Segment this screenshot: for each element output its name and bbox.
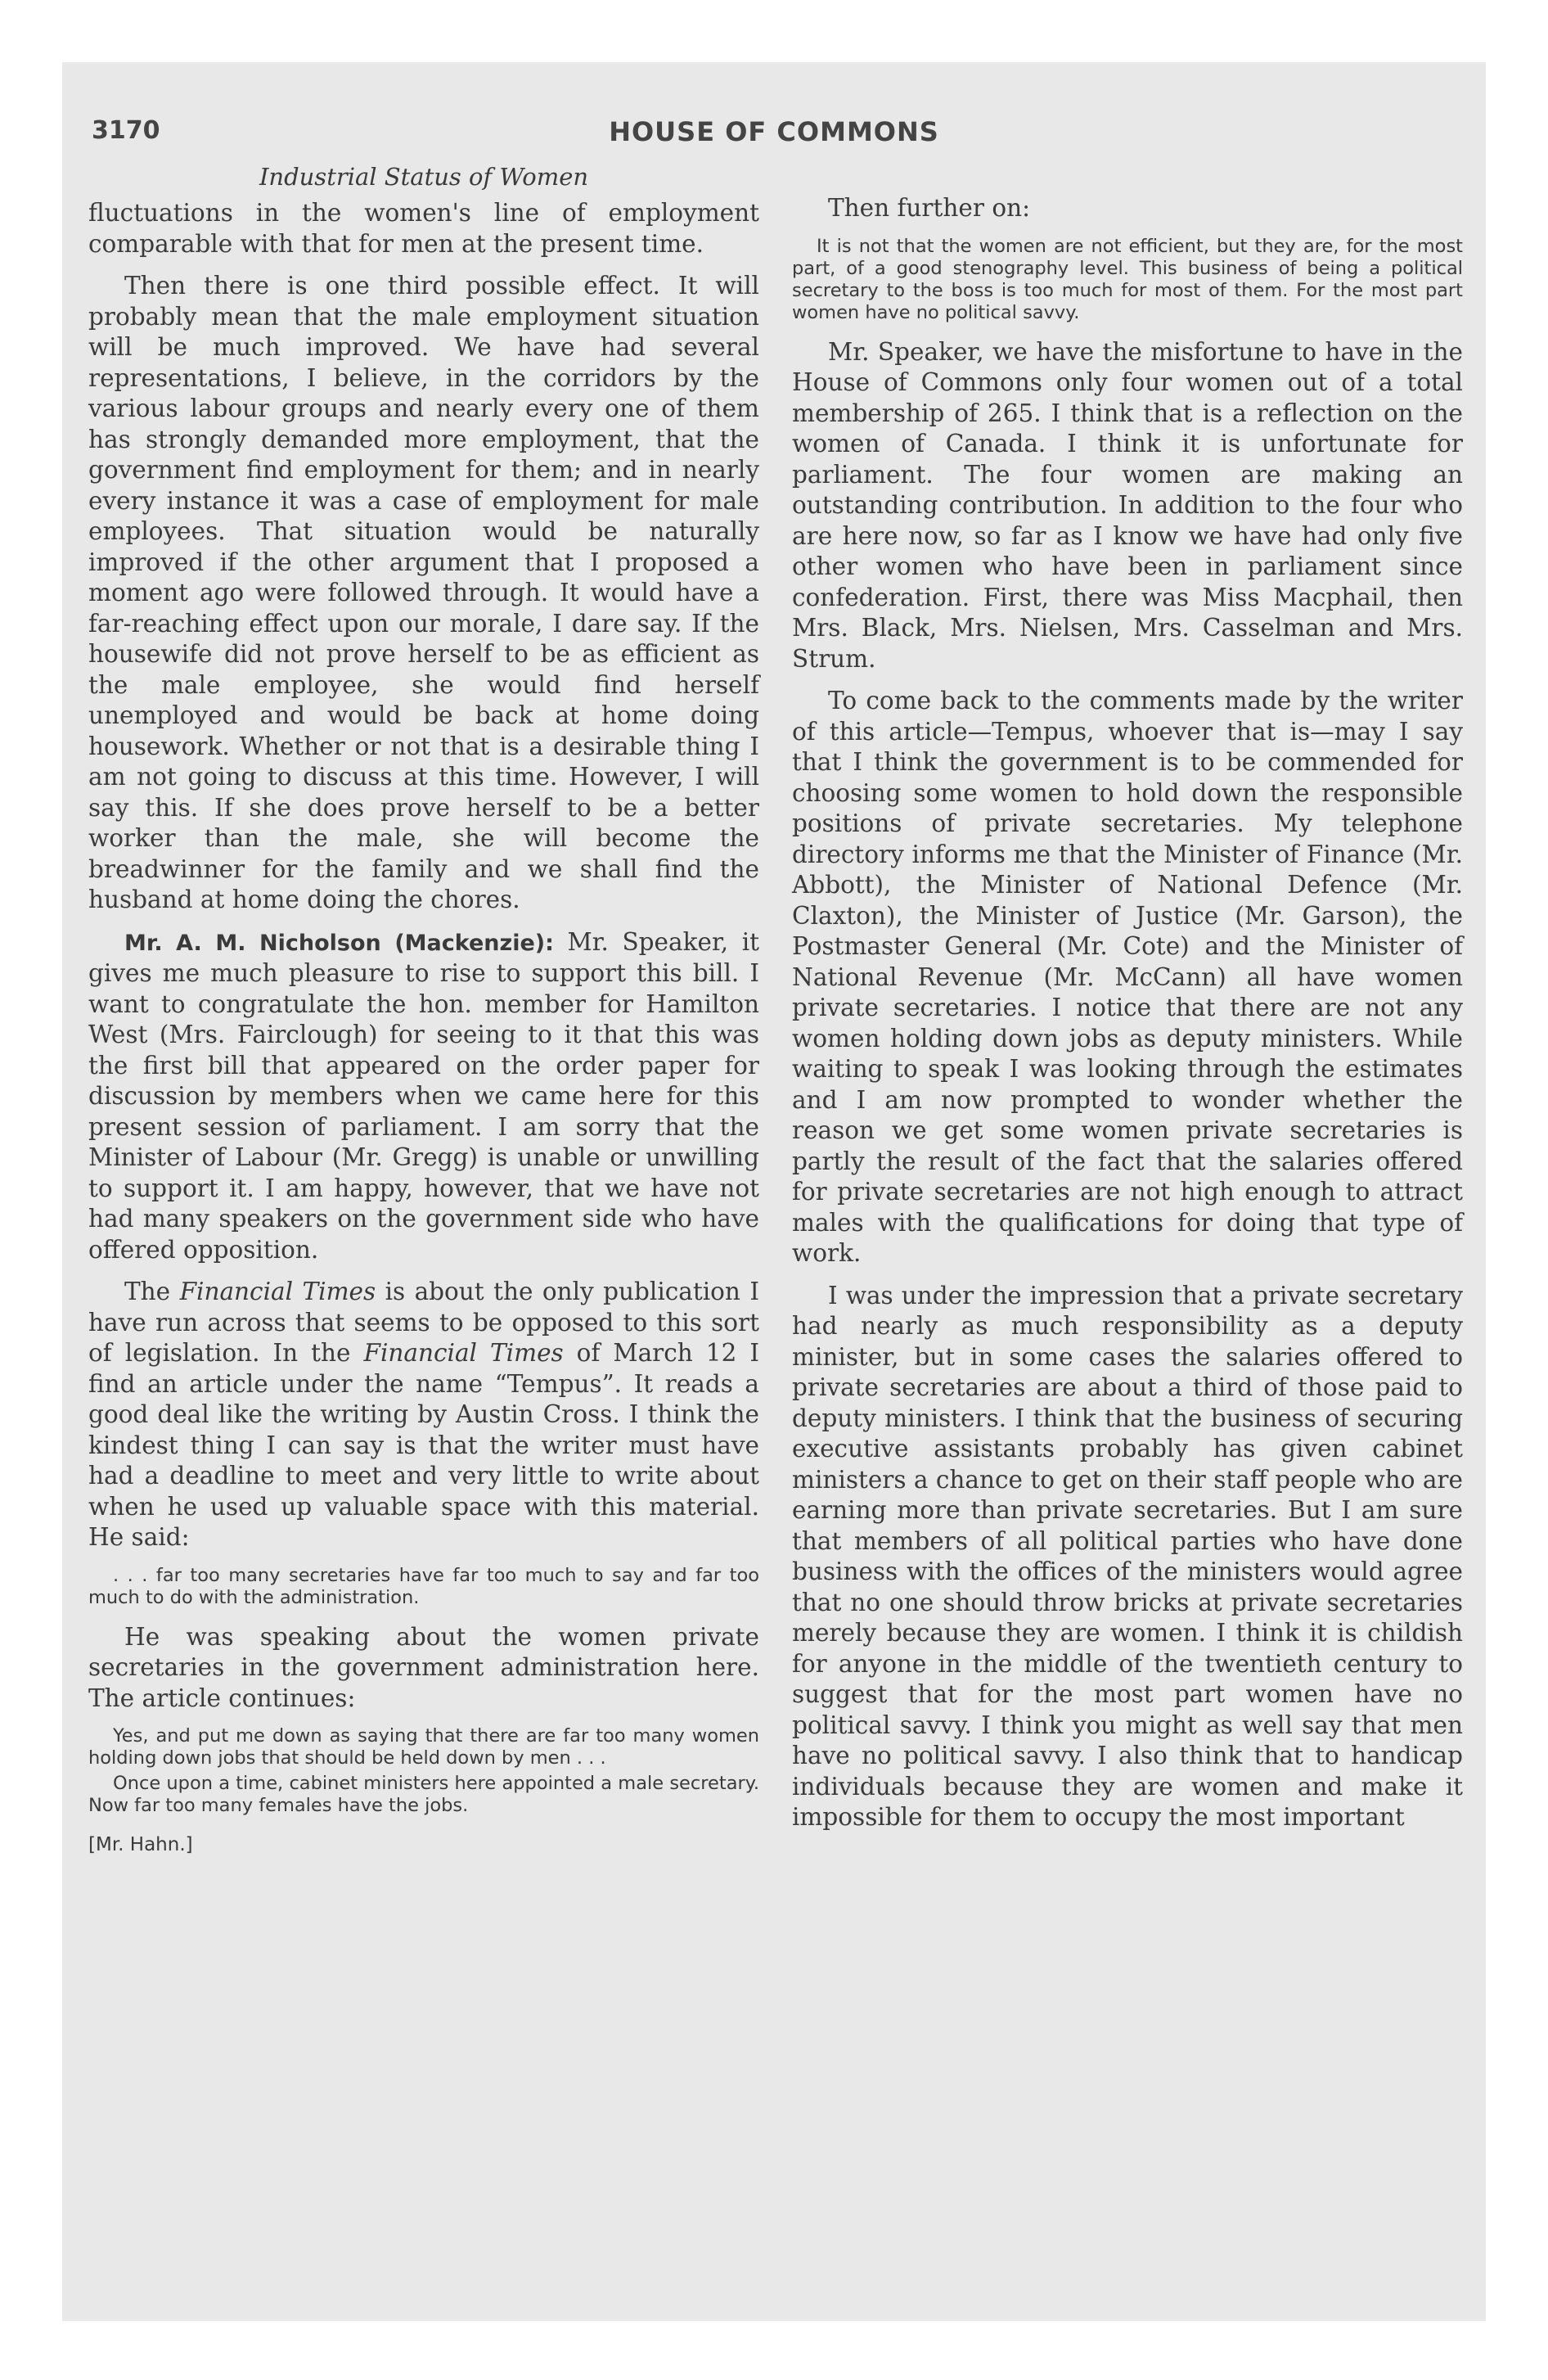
publication-title: Financial Times [363,1339,564,1367]
paragraph [88,1277,759,1553]
text-run: of March 12 I find an article under the name “Tempus”. It reads a good deal like the writing by Austin Cross. I think the kindest thing I can say is that the writer must have had a deadline to meet and very little to write about when he used up valuable space with this material. He said: [88,1339,760,1551]
paragraph: Then further on: [828,194,1031,222]
paragraph: He was speaking about the women private secretaries in the government administration here. The article continues: [88,1622,759,1712]
paragraph: To come back to the comments made by the writer of this article—Tempus, whoever that is—may I say that I think the government is to be commended for choosing some women to hold down the responsible positions of private secretaries. My telephone directory informs me that the Minister of Finance (Mr. Abbott), the Minister of National Defence (Mr. Claxton), the Minister of Justice (Mr. Garson), the Postmaster General (Mr. Cote) and the Minister of National Revenue (Mr. McCann) all have women private secretaries. I notice that there are not any women holding down jobs as deputy ministers. While waiting to speak I was looking through the estimates and I am now prompted to wonder whether the reason we get some women private secretaries is partly the result of the fact that the salaries offered for private secretaries are not high enough to attract males with the qualifications for doing that type of work. [792,687,1463,1267]
text-run: is about the only publication I have run across that seems to be opposed to this sort of legislation. In the [88,1278,759,1367]
speaker-name: Mr. A. M. Nicholson (Mackenzie): [124,930,554,956]
document-page [62,62,1486,2321]
page-header [92,116,1456,157]
paragraph [88,927,759,1266]
running-head: HOUSE OF COMMONS [609,116,939,147]
block-quote: . . . far too many secretaries have far too much to say and far too much to do with the administration. [88,1564,759,1608]
page-number: 3170 [92,116,160,145]
paragraph: Then there is one third possible effect. It will probably mean that the male employment situation will be much improved. We have had several representations, I believe, in the corridors by the various labour groups and nearly every one of them has strongly demanded more employment, that the government find employment for them; and in nearly every instance it was a case of employment for male employees. That situation would be naturally improved if the other argument that I proposed a moment ago were followed through. It would have a far-reaching effect upon our morale, I dare say. If the housewife did not prove herself to be as efficient as the male employee, she would find herself unemployed and would be back at home doing housework. Whether or not that is a desirable thing I am not going to discuss at this time. However, I will say this. If she does prove herself to be a better worker than the male, she will become the breadwinner for the family and we shall find the husband at home doing the chores. [88,272,759,913]
block-quote: Once upon a time, cabinet ministers here appointed a male secretary. Now far too many females have the jobs. [88,1773,759,1816]
paragraph: I was under the impression that a private secretary had nearly as much responsibility as a deputy minister, but in some cases the salaries offered to private secretaries are about a third of those paid to deputy ministers. I think that the business of securing executive assistants probably has given cabinet ministers a chance to get on their staff people who are earning more than private secretaries. But I am sure that members of all political parties who have done business with the offices of the ministers would agree that no one should throw bricks at private secretaries merely because they are women. I think it is childish for anyone in the middle of the twentieth century to suggest that for the most part women have no political savvy. I think you might as well say that men have no political savvy. I also think that to handicap individuals because they are women and make it impossible for them to occupy the most important [792,1281,1463,1831]
speaker-reference: [Mr. Hahn.] [88,1834,193,1855]
section-subtitle: Industrial Status of Women [259,163,589,191]
paragraph: Mr. Speaker, we have the misfortune to have in the House of Commons only four women out of a total membership of 265. I think that is a reflection on the women of Canada. I think it is unfortunate for parliament. The four women are making an outstanding contribution. In addition to the four who are here now, so far as I know we have had only five other women who have been in parliament since confederation. First, there was Miss Macphail, then Mrs. Black, Mrs. Nielsen, Mrs. Casselman and Mrs. Strum. [792,337,1463,673]
speech-text: Mr. Speaker, it gives me much pleasure to rise to support this bill. I want to congratulate the hon. member for Hamilton West (Mrs. Fairclough) for seeing to it that this was the first bill that appeared on the order paper for discussion by members when we came here for this present session of parliament. I am sorry that the Minister of Labour (Mr. Gregg) is unable or unwilling to support it. I am happy, however, that we have not had many speakers on the government side who have offered opposition. [88,927,760,1264]
text-run: The [124,1278,180,1305]
block-quote: It is not that the women are not efficient, but they are, for the most part, of a good stenography level. This business of being a political secretary to the boss is too much for most of them. For the most part women have no political savvy. [792,235,1463,323]
publication-title: Financial Times [179,1278,376,1305]
left-column [88,160,759,1861]
right-column [792,193,1463,1845]
paragraph: fluctuations in the women's line of employment comparable with that for men at the present time. [88,199,759,258]
block-quote: Yes, and put me down as saying that there are far too many women holding down jobs that should be held down by men . . . [88,1725,759,1769]
